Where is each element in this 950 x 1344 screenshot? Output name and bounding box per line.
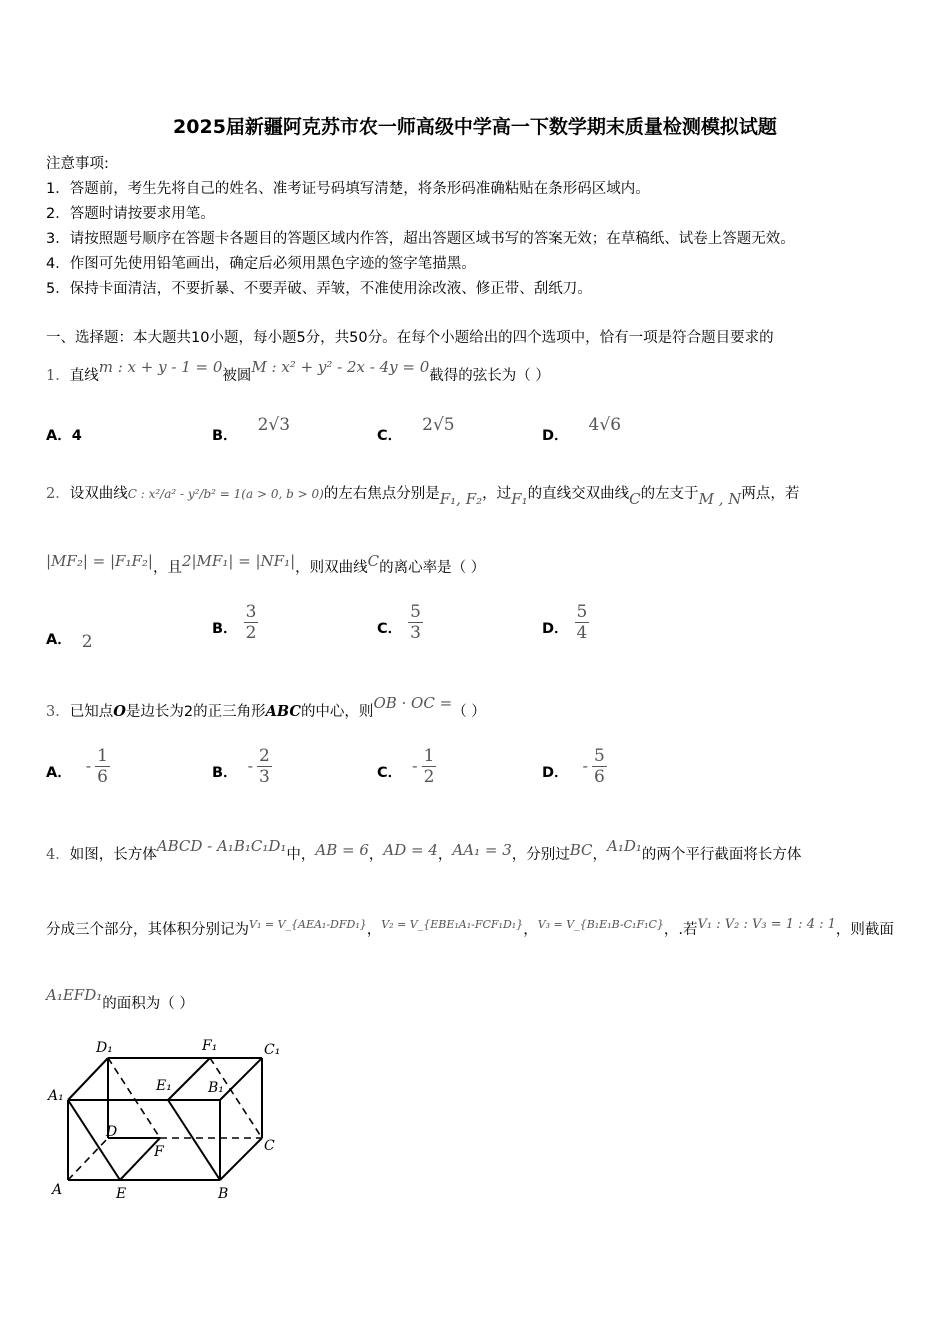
vertex-label: C₁ — [264, 1042, 281, 1058]
question-4-cont2 — [46, 986, 194, 1013]
fraction-numerator: 5 — [593, 746, 605, 766]
q4-text: 中， — [286, 847, 316, 863]
fraction-denominator: 3 — [258, 767, 270, 787]
option-value: 2 — [81, 632, 93, 652]
vertex-label: D₁ — [96, 1040, 113, 1056]
page-title: 2025届新疆阿克苏市农一师高级中学高一下数学期末质量检测模拟试题 — [173, 116, 777, 138]
vertex-label: B — [218, 1186, 229, 1202]
q4-text: ，.若 — [663, 922, 698, 938]
question-4-cont — [46, 918, 894, 939]
question-4 — [46, 837, 802, 864]
vertex-label: D — [106, 1124, 118, 1140]
q1-text: 被圆 — [222, 368, 252, 384]
option-label: C． — [377, 621, 403, 637]
fraction-numerator: 1 — [423, 746, 435, 766]
q2-option-d[interactable] — [542, 602, 589, 643]
q4-math: ABCD - A₁B₁C₁D₁ — [156, 837, 287, 855]
question-number: 1． — [46, 368, 70, 384]
option-label: A． — [46, 428, 72, 444]
hidden-edge — [68, 1138, 108, 1180]
q2-option-b[interactable] — [212, 602, 258, 643]
q4-math: AD = 4 — [383, 841, 438, 859]
edge — [220, 1058, 262, 1100]
q4-text: ， — [368, 847, 384, 863]
q4-text: ， — [366, 922, 382, 938]
q4-text: 分成三个部分，其体积分别记为 — [46, 922, 249, 938]
option-label: A． — [46, 765, 72, 781]
fraction-numerator: 1 — [97, 746, 108, 766]
notice-item: 5．保持卡面清洁，不要折暴、不要弄破、弄皱，不准使用涂改液、修正带、刮纸刀。 — [46, 281, 592, 297]
option-label: C． — [377, 428, 403, 444]
q3-text: 是边长为2的正三角形 — [125, 704, 266, 720]
edge — [168, 1058, 210, 1100]
q2-hyperbola-eq: C : x²/a² - y²/b² = 1(a > 0, b > 0) — [127, 487, 324, 501]
option-sign: - — [582, 756, 588, 775]
question-number: 2． — [46, 486, 70, 502]
edge — [220, 1138, 262, 1180]
q2-option-c[interactable] — [377, 602, 423, 643]
q3-option-a[interactable] — [46, 746, 110, 787]
q4-section: A₁EFD₁ — [46, 986, 103, 1004]
option-sign: - — [85, 756, 92, 775]
q1-text: 直线 — [69, 368, 99, 384]
q4-math: AB = 6 — [315, 841, 369, 859]
option-label: B． — [212, 765, 238, 781]
q3-dot-product: OB · OC = — [373, 694, 453, 712]
fraction-denominator: 3 — [410, 623, 421, 643]
q4-math: BC — [569, 841, 593, 859]
q3-option-b[interactable] — [212, 746, 272, 787]
q2-text: 设双曲线 — [69, 486, 128, 502]
q2-math: F₁ — [511, 490, 528, 508]
option-label: D． — [542, 765, 569, 781]
fraction-denominator: 2 — [245, 623, 257, 643]
q2-foci: F₁, F₂ — [439, 490, 483, 508]
q4-volume-v2: V₂ = V_{EBE₁A₁-FCF₁D₁} — [381, 918, 524, 931]
q1-option-b[interactable] — [212, 414, 291, 444]
q2-math: C — [367, 552, 380, 570]
q1-line-eq: m : x + y - 1 = 0 — [98, 358, 223, 376]
option-label: C． — [377, 765, 403, 781]
q3-option-c[interactable] — [377, 746, 436, 787]
q1-option-d[interactable] — [542, 414, 622, 444]
q2-text: 的直线交双曲线 — [527, 486, 630, 502]
fraction-numerator: 2 — [258, 746, 270, 766]
q4-text: 如图，长方体 — [69, 847, 157, 863]
q4-text: ， — [437, 847, 453, 863]
q2-math: C — [629, 490, 641, 508]
q4-volume-v3: V₃ = V_{B₁E₁B-C₁F₁C} — [537, 918, 664, 931]
q3-text: （ ） — [452, 704, 486, 720]
option-value: 2√3 — [257, 415, 291, 435]
q2-text: 的左右焦点分别是 — [323, 486, 440, 502]
fraction-denominator: 6 — [97, 767, 108, 787]
vertex-label: B₁ — [208, 1080, 224, 1096]
vertex-label: C — [264, 1138, 275, 1154]
q3-text: 已知点 — [69, 704, 114, 720]
vertex-label: E₁ — [156, 1078, 172, 1094]
q4-ratio: V₁ : V₂ : V₃ = 1 : 4 : 1 — [697, 917, 836, 932]
option-label: B． — [212, 428, 238, 444]
question-3 — [46, 694, 486, 721]
vertex-label: E — [116, 1186, 127, 1202]
vertex-label: A₁ — [48, 1088, 64, 1104]
q4-text: 的面积为（ ） — [102, 996, 194, 1012]
option-value: 2√5 — [422, 415, 455, 435]
fraction-numerator: 5 — [576, 602, 588, 622]
fraction-denominator: 4 — [576, 623, 588, 643]
q2-text: 的离心率是（ ） — [379, 560, 486, 576]
q2-text: 的左支于 — [640, 486, 699, 502]
vertex-label: F₁ — [202, 1038, 218, 1054]
question-number: 4． — [46, 847, 70, 863]
fraction-denominator: 6 — [593, 767, 605, 787]
q4-math: AA₁ = 3 — [452, 841, 512, 859]
q2-text: ，过 — [482, 486, 512, 502]
q4-math: A₁D₁ — [607, 837, 642, 855]
fraction-denominator: 2 — [423, 767, 435, 787]
q1-option-a[interactable] — [46, 424, 82, 445]
edge — [168, 1100, 220, 1180]
fraction-numerator: 3 — [245, 602, 257, 622]
q4-volume-v1: V₁ = V_{AEA₁-DFD₁} — [249, 918, 367, 931]
question-2 — [46, 482, 800, 508]
notice-item: 3．请按照题号顺序在答题卡各题目的答题区域内作答，超出答题区域书写的答案无效；在草稿纸、试卷上答题无效。 — [46, 231, 795, 247]
q4-text: 的两个平行截面将长方体 — [641, 847, 802, 863]
q3-option-d[interactable] — [542, 746, 607, 787]
q3-text: 的中心，则 — [300, 704, 374, 720]
edge — [68, 1058, 108, 1100]
edge — [68, 1100, 120, 1180]
option-label: D． — [542, 428, 569, 444]
q2-text: ，则双曲线 — [295, 560, 368, 576]
q2-text: ，且 — [152, 560, 182, 576]
cuboid-figure — [40, 1030, 300, 1210]
hidden-edge — [210, 1058, 262, 1138]
q2-math: M , N — [698, 490, 742, 508]
q4-text: ， — [523, 922, 538, 938]
option-label: B． — [212, 621, 238, 637]
option-sign: - — [247, 756, 253, 775]
q2-math: 2|MF₁| = |NF₁| — [181, 552, 296, 570]
notice-heading: 注意事项: — [46, 156, 109, 172]
question-number: 3． — [46, 704, 70, 720]
q3-point-o: O — [113, 703, 126, 720]
option-sign: - — [412, 756, 418, 775]
q4-text: ，则截面 — [835, 922, 894, 938]
notice-item: 2．答题时请按要求用笔。 — [46, 206, 215, 222]
option-label: A． — [46, 632, 72, 648]
vertex-label: A — [52, 1182, 63, 1198]
vertex-label: F — [154, 1144, 164, 1160]
question-2-cont — [46, 552, 486, 577]
q1-option-c[interactable] — [377, 414, 455, 444]
option-value: 4 — [71, 428, 82, 444]
section-heading: 一、选择题：本大题共10小题，每小题5分，共50分。在每个小题给出的四个选项中，恰有一项是符合题目要求的 — [46, 330, 774, 346]
q3-triangle: ABC — [265, 703, 301, 720]
q1-text: 截得的弦长为（ ） — [429, 368, 550, 384]
q2-text: 两点，若 — [741, 486, 800, 502]
option-value: 4√6 — [588, 415, 622, 435]
q1-circle-eq: M : x² + y² - 2x - 4y = 0 — [251, 358, 430, 376]
q2-math: |MF₂| = |F₁F₂| — [46, 552, 153, 570]
notice-item: 4．作图可先使用铅笔画出，确定后必须用黑色字迹的签字笔描黑。 — [46, 256, 476, 272]
q4-text: ， — [592, 847, 608, 863]
q4-text: ，分别过 — [511, 847, 570, 863]
fraction-numerator: 5 — [410, 602, 421, 622]
question-1 — [46, 358, 550, 385]
q2-option-a[interactable] — [46, 628, 93, 652]
option-label: D． — [542, 621, 569, 637]
notice-item: 1．答题前，考生先将自己的姓名、准考证号码填写清楚，将条形码准确粘贴在条形码区域内。 — [46, 181, 650, 197]
